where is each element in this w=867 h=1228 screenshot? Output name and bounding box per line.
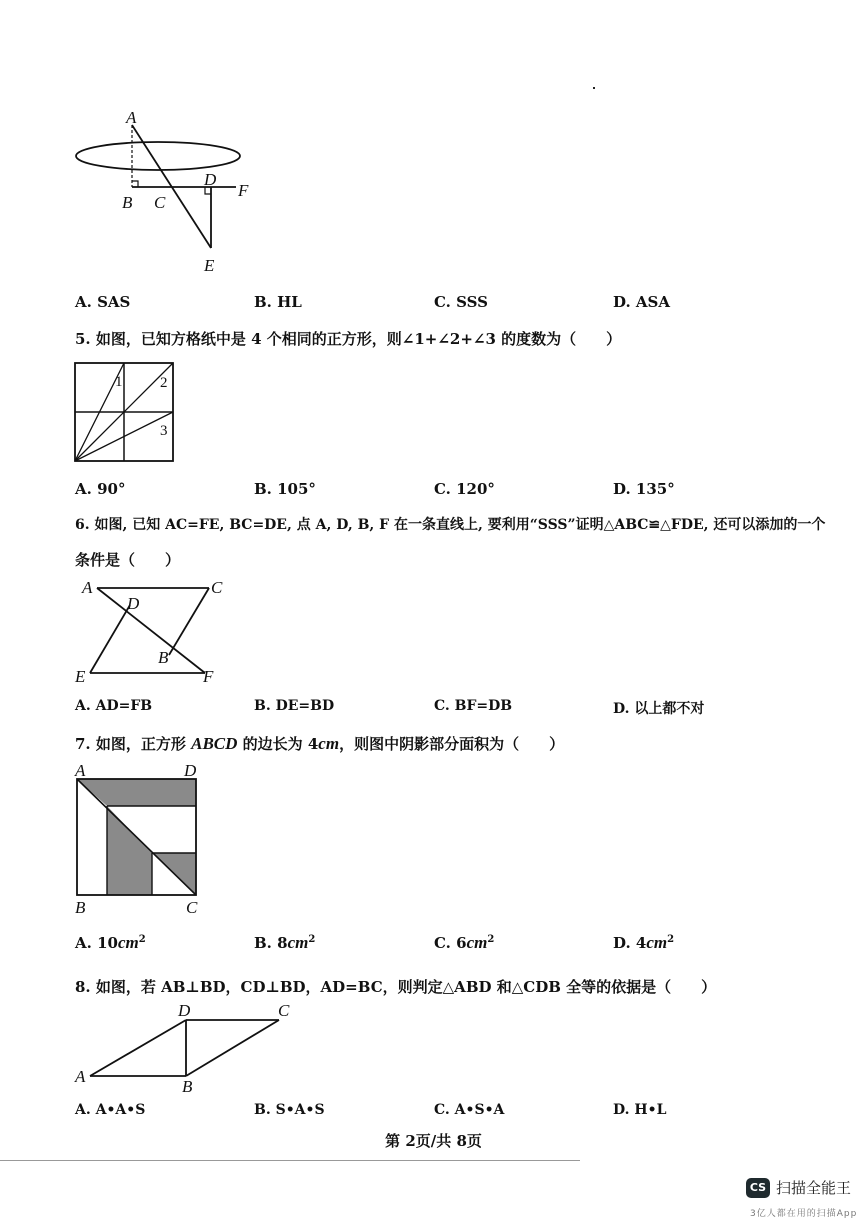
q4-label-f: F <box>238 181 249 200</box>
q6-option-b[interactable]: B. DE=BD <box>254 698 335 714</box>
q6-label-e: E <box>75 667 86 686</box>
q6-line-ed <box>90 605 130 673</box>
q7-option-c-num: 6 <box>456 934 467 952</box>
q4-option-b[interactable]: B. HL <box>254 293 302 311</box>
q4-label-a: A <box>126 108 137 127</box>
q7-option-b-exp: 2 <box>308 934 316 945</box>
q5-option-c[interactable]: C. 120° <box>434 480 495 498</box>
q8-label-d: D <box>178 1001 191 1020</box>
q7-text-pre: 7. 如图，正方形 <box>75 735 192 753</box>
watermark-name: 扫描全能王 <box>776 1179 852 1197</box>
q8-option-a[interactable]: A. A•A•S <box>75 1102 146 1118</box>
page-footer: 第 2页/共 8页 <box>385 1132 482 1150</box>
q7-option-d-unit: cm <box>646 933 668 952</box>
q4-option-c[interactable]: C. SSS <box>434 293 488 311</box>
q7-figure <box>72 760 212 920</box>
q6-figure <box>72 575 232 685</box>
q7-text-unit: cm <box>318 734 340 753</box>
q7-label-c: C <box>186 898 198 917</box>
q8-option-b[interactable]: B. S•A•S <box>254 1102 325 1118</box>
q4-option-a[interactable]: A. SAS <box>75 293 131 311</box>
q4-option-d[interactable]: D. ASA <box>613 293 671 311</box>
q7-option-c-unit: cm <box>466 933 488 952</box>
q8-label-c: C <box>278 1001 290 1020</box>
q6-line-cb <box>169 588 209 655</box>
q5-angle-2: 2 <box>160 375 168 391</box>
q6-label-b: B <box>158 648 169 667</box>
q4-label-e: E <box>204 256 215 275</box>
q7-option-d-num: 4 <box>635 934 647 952</box>
q7-option-b-unit: cm <box>287 933 309 952</box>
q6-option-a[interactable]: A. AD=FB <box>75 698 153 714</box>
q8-text: 8. 如图，若 AB⊥BD，CD⊥BD，AD=BC，则判定△ABD 和△CDB 全等的依据是（ ） <box>75 978 717 996</box>
q7-label-b: B <box>75 898 86 917</box>
cs-logo-icon: CS <box>746 1178 770 1198</box>
q7-text-mid: 的边长为 4 <box>237 735 319 753</box>
q4-label-c: C <box>154 193 166 212</box>
q6-label-d: D <box>127 594 140 613</box>
q6-label-a: A <box>82 578 93 597</box>
q4-label-b: B <box>122 193 133 212</box>
q8-line-ad <box>90 1020 186 1076</box>
q8-option-c[interactable]: C. A•S•A <box>434 1102 505 1118</box>
q6-text-line2: 条件是（ ） <box>75 551 181 569</box>
q7-option-c[interactable] <box>434 933 494 953</box>
q7-option-a-prefix: A. <box>75 934 98 952</box>
stray-dot <box>593 87 595 89</box>
q6-label-c: C <box>211 578 223 597</box>
q7-option-a[interactable] <box>75 933 146 953</box>
watermark-subtitle: 3亿人都在用的扫描App <box>750 1209 858 1219</box>
q7-option-d[interactable] <box>613 933 674 953</box>
q4-figure <box>60 105 280 280</box>
q7-text <box>75 733 564 754</box>
q7-shade-middle <box>107 806 152 895</box>
q6-option-d[interactable]: D. 以上都不对 <box>613 701 705 717</box>
q7-option-a-unit: cm <box>117 933 139 952</box>
q8-figure <box>72 1000 302 1095</box>
q7-option-d-prefix: D. <box>613 934 636 952</box>
q7-label-a: A <box>75 761 86 780</box>
q7-option-c-exp: 2 <box>487 934 495 945</box>
q6-text-line1: 6. 如图, 已知 AC=FE, BC=DE, 点 A, D, B, F 在一条直线上, 要利用“SSS”证明△ABC≌△FDE, 还可以添加的一个 <box>75 517 826 533</box>
q7-option-d-exp: 2 <box>667 934 675 945</box>
q6-option-c[interactable]: C. BF=DB <box>434 698 513 714</box>
q7-text-post: ，则图中阴影部分面积为（ ） <box>339 735 565 753</box>
q5-option-a[interactable]: A. 90° <box>75 480 126 498</box>
q5-angle-1: 1 <box>115 374 123 390</box>
q8-label-a: A <box>75 1067 86 1086</box>
q7-option-c-prefix: C. <box>434 934 457 952</box>
q7-label-d: D <box>184 761 197 780</box>
q8-option-d[interactable]: D. H•L <box>613 1102 667 1118</box>
q6-label-f: F <box>203 667 214 686</box>
q5-figure <box>74 362 176 464</box>
q5-option-b[interactable]: B. 105° <box>254 480 316 498</box>
q7-option-b[interactable] <box>254 933 315 953</box>
q7-text-var: ABCD <box>191 734 238 753</box>
q7-shade-top <box>77 779 196 806</box>
q8-line-bc <box>186 1020 279 1076</box>
q5-option-d[interactable]: D. 135° <box>613 480 675 498</box>
q4-label-d: D <box>204 170 217 189</box>
footer-rule <box>0 1160 580 1161</box>
q5-text: 5. 如图，已知方格纸中是 4 个相同的正方形，则∠1+∠2+∠3 的度数为（ ） <box>75 330 622 348</box>
q7-option-a-exp: 2 <box>138 934 146 945</box>
q8-label-b: B <box>182 1077 193 1096</box>
q7-option-a-num: 10 <box>97 934 118 952</box>
q6-line-af <box>97 588 205 673</box>
q5-angle-3: 3 <box>160 423 168 439</box>
scanner-watermark <box>746 1177 851 1198</box>
q7-option-b-num: 8 <box>277 934 288 952</box>
q7-option-b-prefix: B. <box>254 934 278 952</box>
